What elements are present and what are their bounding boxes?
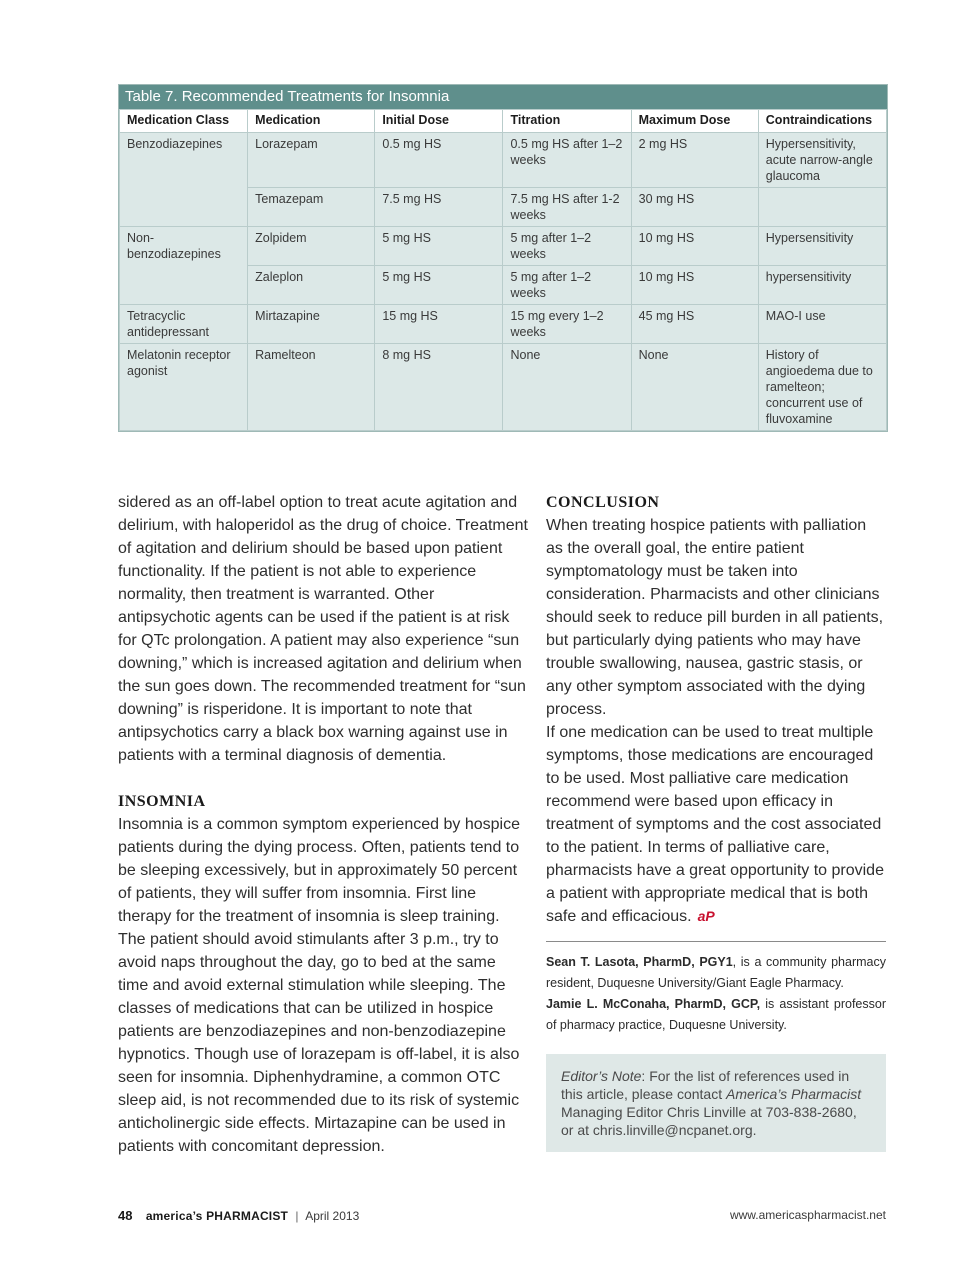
cell-contraindications: hypersensitivity	[758, 266, 886, 305]
cell-initial-dose: 15 mg HS	[375, 305, 503, 344]
author-1-name: Sean T. Lasota, PharmD, PGY1	[546, 955, 733, 969]
agitation-paragraph: sidered as an off-label option to treat acute agitation and delirium, with haloperidol as the drug of choice. Treatment of agitation and delirium should be based upon patient functionality. If the patient is not able to experience normality, then treatment is warranted. Other antipsychotic agents can be used if the patient is at risk for QTc prolongation. A patient may also experience “sun downing,” which is increased agitation and delirium when the sun goes down. The recommended treatment for “sun downing” is risperidone. It is important to note that antipsychotics carry a black box warning against use in patients with a terminal diagnosis of dementia.	[118, 494, 528, 764]
table-grid	[119, 109, 887, 431]
ap-end-mark-icon: aP	[697, 908, 715, 924]
footer-separator: |	[295, 1209, 299, 1223]
cell-titration: 7.5 mg HS after 1-2 weeks	[503, 188, 631, 227]
author-2-bio	[546, 994, 886, 1036]
cell-maximum-dose: None	[631, 344, 758, 431]
cell-medication-class: Melatonin receptor agonist	[120, 344, 248, 431]
cell-titration: 15 mg every 1–2 weeks	[503, 305, 631, 344]
column-header-medication: Medication	[248, 110, 375, 133]
footer-left	[118, 1208, 359, 1223]
cell-contraindications: History of angioedema due to ramelteon; concurrent use of fluvoxamine	[758, 344, 886, 431]
editors-note-text-1: : For the list of references used in this article, please contact	[561, 1068, 850, 1102]
page-number: 48	[118, 1208, 133, 1223]
editors-note-label: Editor’s Note	[561, 1068, 642, 1084]
cell-initial-dose: 8 mg HS	[375, 344, 503, 431]
author-bio	[546, 952, 886, 1036]
cell-contraindications	[758, 188, 886, 227]
cell-medication: Ramelteon	[248, 344, 375, 431]
cell-titration: 5 mg after 1–2 weeks	[503, 266, 631, 305]
column-header-medication-class: Medication Class	[120, 110, 248, 133]
issue-date: April 2013	[305, 1209, 360, 1223]
cell-medication: Mirtazapine	[248, 305, 375, 344]
cell-medication-class: Non-benzodiazepines	[120, 227, 248, 305]
table-header-row	[120, 110, 887, 133]
table-row	[120, 305, 887, 344]
bio-divider	[546, 941, 886, 942]
editors-note-box	[546, 1054, 886, 1152]
cell-maximum-dose: 10 mg HS	[631, 227, 758, 266]
cell-initial-dose: 5 mg HS	[375, 266, 503, 305]
magazine-brand: america’s PHARMACIST	[145, 1209, 289, 1223]
author-1-description: , is a community pharmacy resident, Duquesne University/Giant Eagle Pharmacy.	[546, 955, 886, 990]
cell-initial-dose: 0.5 mg HS	[375, 133, 503, 188]
cell-medication: Temazepam	[248, 188, 375, 227]
conclusion-paragraph-2-text: If one medication can be used to treat multiple symptoms, those medications are encouraged to be used. Most palliative care medication recommend were based upon efficacy in treatment of symptoms and the cost associated to the patient. In terms of palliative care, pharmacists have a great opportunity to provide a patient with appropriate medical that is both safe and efficacious.	[546, 724, 884, 925]
cell-maximum-dose: 10 mg HS	[631, 266, 758, 305]
insomnia-heading: INSOMNIA	[118, 793, 206, 810]
cell-medication: Zolpidem	[248, 227, 375, 266]
table-row	[120, 133, 887, 188]
cell-medication-class: Benzodiazepines	[120, 133, 248, 227]
cell-contraindications: Hypersensitivity, acute narrow-angle glaucoma	[758, 133, 886, 188]
footer-website: www.americaspharmacist.net	[729, 1208, 886, 1222]
conclusion-heading: CONCLUSION	[546, 494, 660, 511]
cell-medication: Zaleplon	[248, 266, 375, 305]
cell-initial-dose: 7.5 mg HS	[375, 188, 503, 227]
column-header-maximum-dose: Maximum Dose	[631, 110, 758, 133]
right-column	[546, 491, 886, 928]
author-1-bio	[546, 952, 886, 994]
cell-maximum-dose: 2 mg HS	[631, 133, 758, 188]
left-column	[118, 491, 530, 1158]
column-header-initial-dose: Initial Dose	[375, 110, 503, 133]
cell-medication-class: Tetracyclic antidepressant	[120, 305, 248, 344]
conclusion-paragraph-2	[546, 721, 886, 928]
editors-note-text-2: Managing Editor Chris Linville at 703-838-2680, or at chris.linville@ncpanet.org.	[561, 1104, 857, 1138]
cell-contraindications: MAO-I use	[758, 305, 886, 344]
editors-note-publication: America’s Pharmacist	[725, 1086, 862, 1102]
table-row	[120, 344, 887, 431]
cell-initial-dose: 5 mg HS	[375, 227, 503, 266]
cell-titration: None	[503, 344, 631, 431]
author-2-name: Jamie L. McConaha, PharmD, GCP,	[546, 997, 761, 1011]
table-title: Table 7. Recommended Treatments for Insomnia	[119, 85, 887, 109]
cell-medication: Lorazepam	[248, 133, 375, 188]
table-row	[120, 227, 887, 266]
cell-titration: 0.5 mg HS after 1–2 weeks	[503, 133, 631, 188]
cell-maximum-dose: 30 mg HS	[631, 188, 758, 227]
column-header-contraindications: Contraindications	[758, 110, 886, 133]
cell-contraindications: Hypersensitivity	[758, 227, 886, 266]
insomnia-treatments-table	[118, 84, 888, 432]
cell-maximum-dose: 45 mg HS	[631, 305, 758, 344]
insomnia-paragraph: Insomnia is a common symptom experienced by hospice patients during the dying process. Often, patients tend to be sleeping excessively, but in approximately 50 percent of patients, they will suffer from insomnia. First line therapy for the treatment of insomnia is sleep training. The patient should avoid stimulants after 3 p.m., try to avoid naps throughout the day, go to bed at the same time and avoid external stimulation while sleeping. The classes of medications that can be utilized in hospice patients are benzodiazepines and non-benzodiazepine hypnotics. Though use of lorazepam is off-label, it is also seen for insomnia. Diphenhydramine, a common OTC sleep aid, is not recommended due to its risk of systemic anticholinergic side effects. Mirtazapine can be used in patients with concomitant depression.	[118, 816, 520, 1155]
column-header-titration: Titration	[503, 110, 631, 133]
author-2-description: is assistant professor of pharmacy practice, Duquesne University.	[546, 997, 886, 1032]
conclusion-paragraph-1: When treating hospice patients with palliation as the overall goal, the entire patient symptomatology must be taken into consideration. Pharmacists and other clinicians should seek to reduce pill burden in all patients, but particularly dying patients who may have trouble swallowing, nausea, gastric stasis, or any other symptom associated with the dying process.	[546, 517, 884, 718]
cell-titration: 5 mg after 1–2 weeks	[503, 227, 631, 266]
